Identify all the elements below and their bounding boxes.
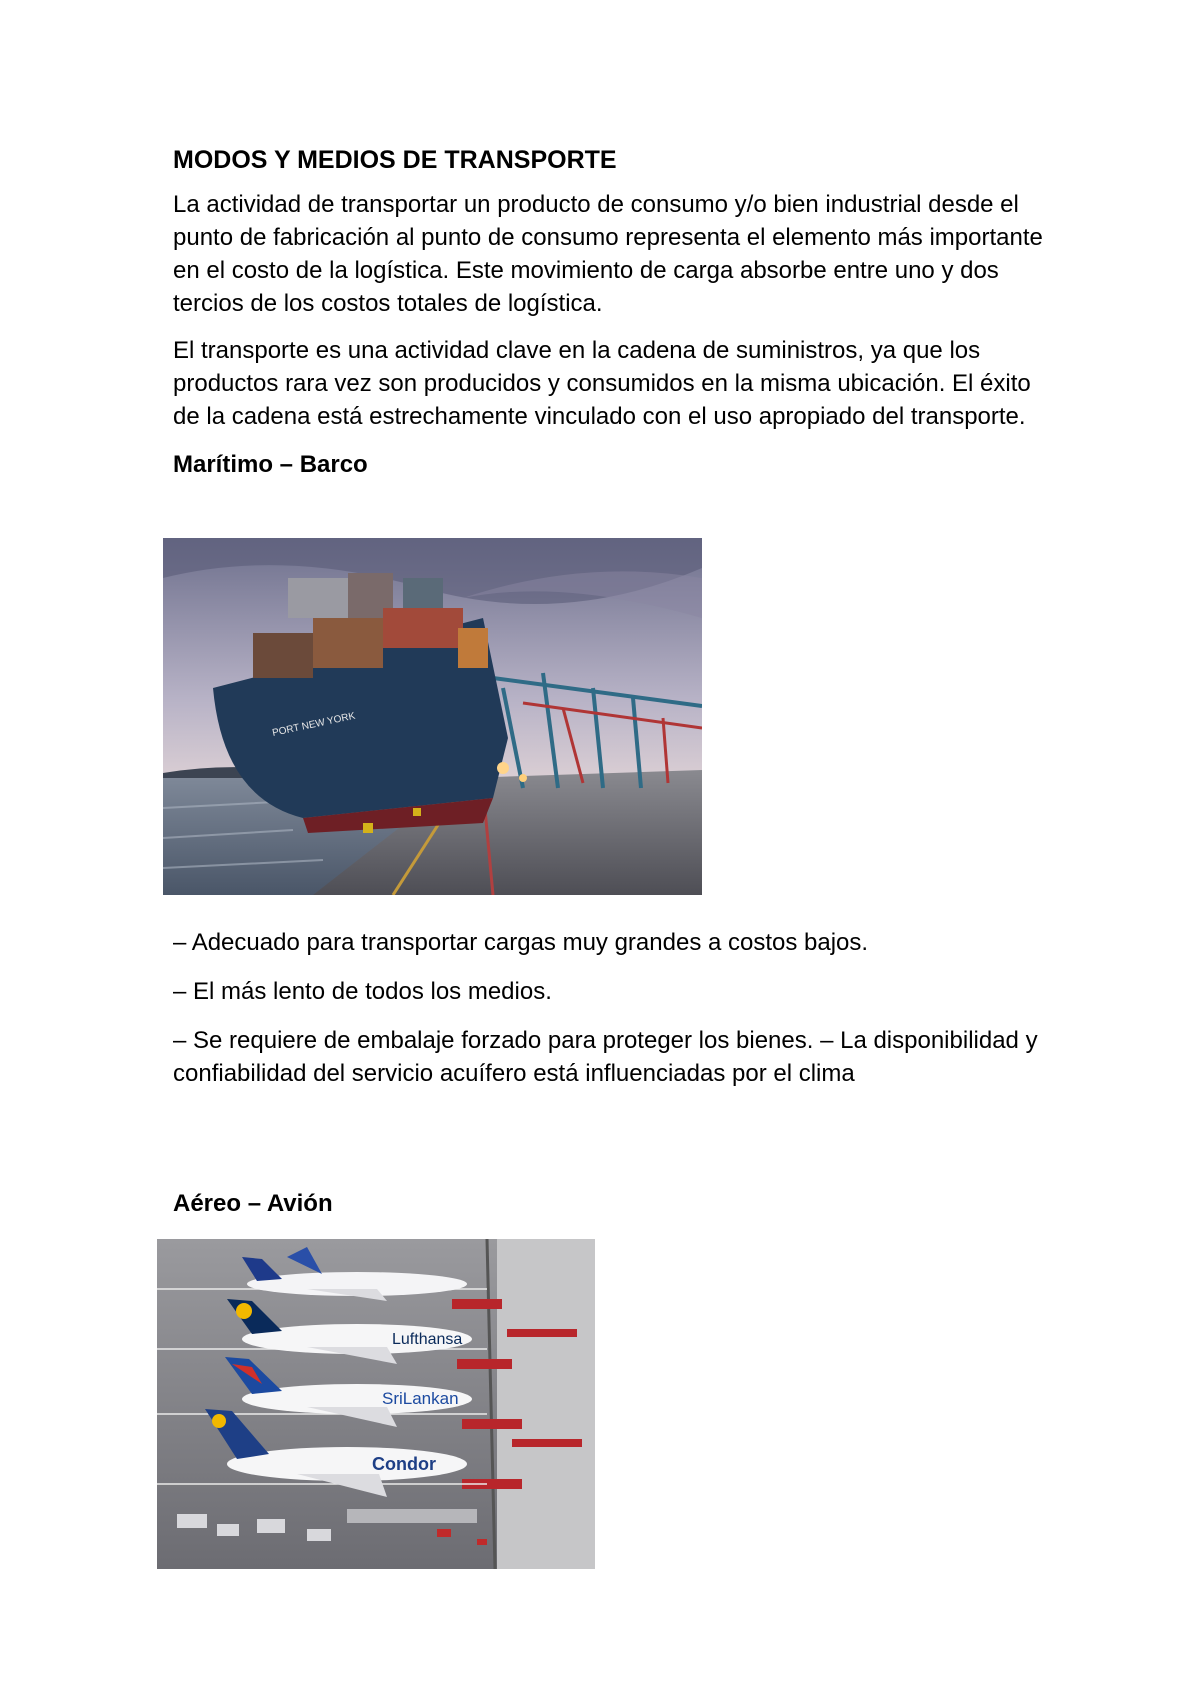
section-heading-air: Aéreo – Avión (173, 1190, 333, 1217)
ship-name-label: PORT NEW YORK (271, 710, 357, 739)
cargo-ship-photo (163, 538, 702, 895)
airport-photo (157, 1239, 595, 1569)
airline-label: Condor (372, 1454, 436, 1474)
section-heading-maritime: Marítimo – Barco (173, 451, 368, 478)
bullet-item: – Adecuado para transportar cargas muy grandes a costos bajos. (173, 929, 869, 956)
supply-chain-paragraph: El transporte es una actividad clave en la cadena de suministros, ya que los productos rara vez son producidos y consumidos en la misma ubicación. El éxito de la cadena está estrechamente vinculado con el uso apropiado del transporte. (173, 337, 1031, 430)
airline-label: Lufthansa (392, 1331, 463, 1348)
maritime-bullets (173, 926, 1053, 1106)
intro-paragraph: La actividad de transportar un producto de consumo y/o bien industrial desde el punto de fabricación al punto de consumo representa el elemento más importante en el costo de la logística. Este movimiento de carga absorbe entre uno y dos tercios de los costos totales de logística. (173, 191, 1043, 317)
page-title: MODOS Y MEDIOS DE TRANSPORTE (173, 146, 617, 174)
document-body (173, 140, 1053, 483)
bullet-item: – El más lento de todos los medios. (173, 978, 552, 1005)
airline-label: SriLankan (382, 1389, 459, 1408)
bullet-item: – Se requiere de embalaje forzado para proteger los bienes. – La disponibilidad y confiabilidad del servicio acuífero está influenciadas por el clima (173, 1027, 1038, 1087)
